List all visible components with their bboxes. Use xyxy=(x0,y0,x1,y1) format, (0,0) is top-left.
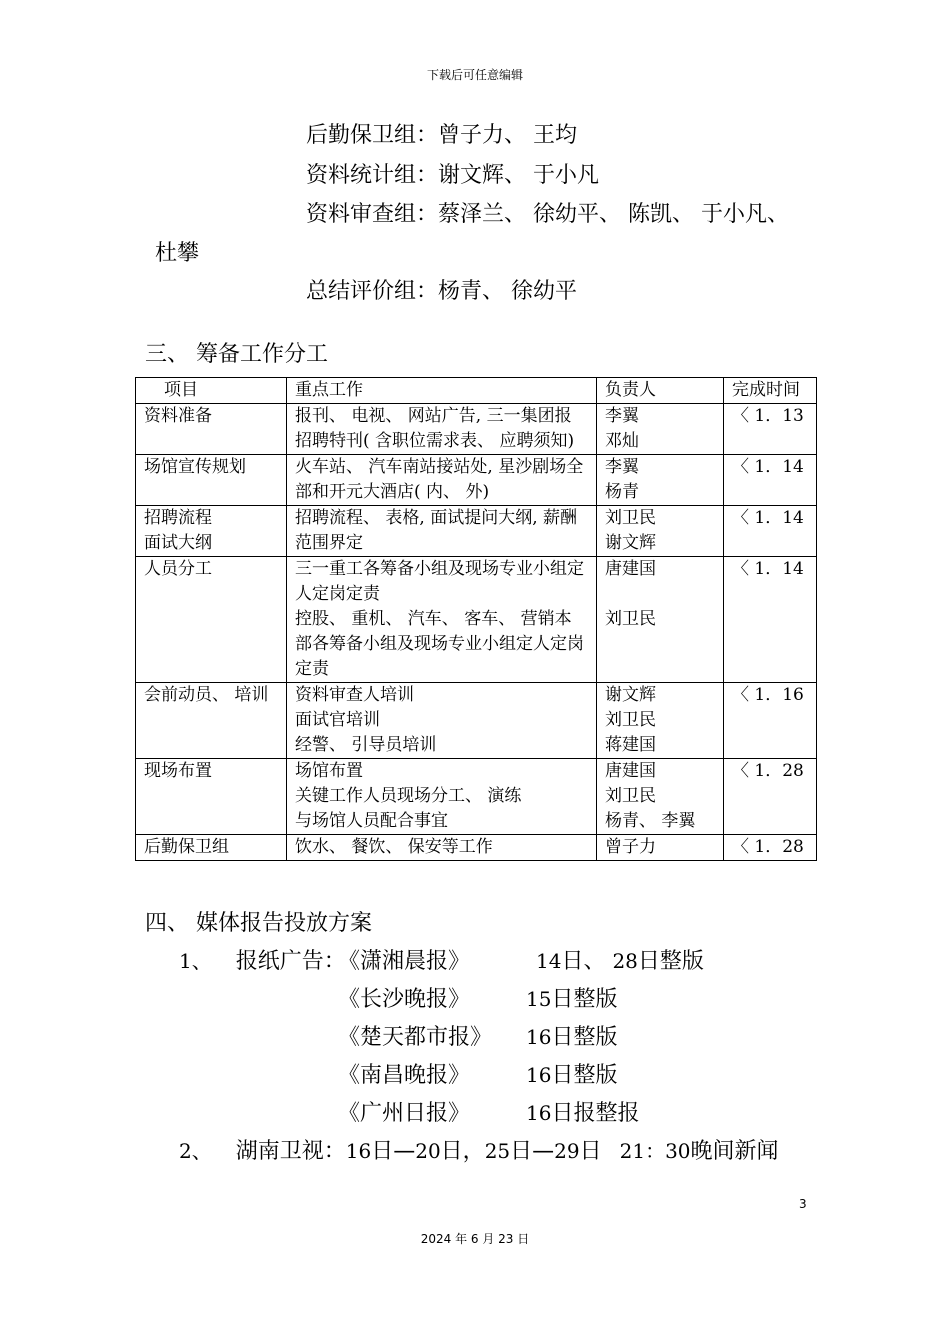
table-row xyxy=(136,835,817,861)
cell-item xyxy=(136,835,287,861)
paper-schedule: 15日整版 xyxy=(526,987,618,1012)
owner-spacer xyxy=(605,582,715,607)
page-header: 下载后可任意编辑 xyxy=(426,68,523,82)
cell-deadline: 〈 1．28 xyxy=(724,759,817,835)
cell-deadline: 〈 1．14 xyxy=(724,506,817,557)
table-row xyxy=(136,455,817,506)
item-text: 后勤保卫组 xyxy=(144,837,229,857)
cell-owner xyxy=(597,683,724,759)
group-label: 资料统计组： xyxy=(306,163,439,188)
owner-text: 刘卫民 xyxy=(605,786,656,806)
item-text: 场馆宣传规划 xyxy=(144,457,246,477)
cell-work xyxy=(287,455,597,506)
group-members: 杨青、 徐幼平 xyxy=(438,279,578,304)
cell-item xyxy=(136,506,287,557)
group-line-statistics xyxy=(306,158,599,189)
cell-work xyxy=(287,835,597,861)
list-number: 2、 xyxy=(179,1139,212,1163)
work-text: 资料审查人培训 xyxy=(295,685,414,705)
media-item-1-heading xyxy=(179,944,346,975)
cell-item xyxy=(136,683,287,759)
group-line-logistics xyxy=(306,118,577,149)
paper-schedule: 16日整版 xyxy=(526,1025,618,1050)
paper-name: 《楚天都市报》 xyxy=(338,1025,493,1050)
group-label: 后勤保卫组： xyxy=(306,123,439,148)
cell-deadline: 〈 1．14 xyxy=(724,557,817,683)
cell-work xyxy=(287,759,597,835)
work-text: 场馆布置 xyxy=(295,761,363,781)
cell-owner xyxy=(597,835,724,861)
item-text: 招聘流程 xyxy=(144,508,212,528)
item-text: 现场布置 xyxy=(144,761,212,781)
work-division-table xyxy=(135,377,817,861)
owner-text: 李翼 xyxy=(605,406,639,426)
media-label: 报纸广告： xyxy=(235,949,346,974)
owner-text: 蒋建国 xyxy=(605,735,656,755)
cell-work xyxy=(287,404,597,455)
paper-name: 《长沙晚报》 xyxy=(338,987,471,1012)
owner-text: 刘卫民 xyxy=(605,609,656,629)
group-line-review xyxy=(306,197,789,228)
work-text: 与场馆人员配合事宜 xyxy=(295,811,448,831)
owner-text: 谢文辉 xyxy=(605,533,656,553)
owner-text: 邓灿 xyxy=(605,431,639,451)
section-3-title: 三、 筹备工作分工 xyxy=(145,342,328,367)
owner-text: 李翼 xyxy=(605,457,639,477)
column-header-owner: 负责人 xyxy=(597,378,724,404)
group-members: 蔡泽兰、 徐幼平、 陈凯、 于小凡、 xyxy=(438,202,789,227)
cell-work xyxy=(287,506,597,557)
work-text: 面试官培训 xyxy=(295,710,380,730)
work-text: 报刊、 电视、 网站广告, 三一集团报招聘特刊( 含职位需求表、 应聘须知) xyxy=(295,406,575,451)
table-row xyxy=(136,683,817,759)
paper-schedule: 14日、 28日整版 xyxy=(536,949,704,974)
cell-item xyxy=(136,404,287,455)
item-text: 资料准备 xyxy=(144,406,212,426)
cell-owner xyxy=(597,404,724,455)
column-header-deadline: 完成时间 xyxy=(724,378,817,404)
owner-text: 杨青 xyxy=(605,482,639,502)
column-header-work: 重点工作 xyxy=(287,378,597,404)
cell-owner xyxy=(597,759,724,835)
cell-item xyxy=(136,759,287,835)
table-row xyxy=(136,506,817,557)
cell-item xyxy=(136,557,287,683)
cell-owner xyxy=(597,455,724,506)
cell-deadline: 〈 1．28 xyxy=(724,835,817,861)
cell-deadline: 〈 1．13 xyxy=(724,404,817,455)
paper-name: 《南昌晚报》 xyxy=(338,1063,471,1088)
cell-deadline: 〈 1．16 xyxy=(724,683,817,759)
owner-text: 刘卫民 xyxy=(605,710,656,730)
owner-text: 唐建国 xyxy=(605,559,656,579)
item-text: 人员分工 xyxy=(144,559,212,579)
table-row xyxy=(136,557,817,683)
work-text: 关键工作人员现场分工、 演练 xyxy=(295,786,522,806)
work-text: 三一重工各筹备小组及现场专业小组定人定岗定责 xyxy=(295,559,584,604)
group-line-review-continued: 杜攀 xyxy=(155,241,200,266)
table-header-row xyxy=(136,378,817,404)
page-footer-date: 2024 年 6 月 23 日 xyxy=(420,1232,530,1246)
group-line-evaluation xyxy=(306,274,577,305)
item-text: 面试大纲 xyxy=(144,533,212,553)
group-members: 谢文辉、 于小凡 xyxy=(438,163,600,188)
owner-text: 刘卫民 xyxy=(605,508,656,528)
cell-deadline: 〈 1．14 xyxy=(724,455,817,506)
page-number: 3 xyxy=(799,1197,807,1211)
cell-work xyxy=(287,683,597,759)
table-row xyxy=(136,404,817,455)
work-text: 经警、 引导员培训 xyxy=(295,735,437,755)
work-text: 招聘流程、 表格, 面试提问大纲, 薪酬范围界定 xyxy=(295,508,578,553)
work-text: 火车站、 汽车南站接站处, 星沙剧场全部和开元大酒店( 内、 外) xyxy=(295,457,584,502)
owner-text: 曾子力 xyxy=(605,837,656,857)
owner-text: 唐建国 xyxy=(605,761,656,781)
section-4-title: 四、 媒体报告投放方案 xyxy=(145,911,372,936)
media-label: 湖南卫视： xyxy=(235,1139,346,1164)
cell-owner xyxy=(597,557,724,683)
cell-item xyxy=(136,455,287,506)
paper-schedule: 16日报整报 xyxy=(526,1101,640,1126)
work-text: 饮水、 餐饮、 保安等工作 xyxy=(295,837,493,857)
cell-owner xyxy=(597,506,724,557)
paper-schedule: 16日整版 xyxy=(526,1063,618,1088)
item-text: 会前动员、 培训 xyxy=(144,685,269,705)
cell-work xyxy=(287,557,597,683)
group-label: 资料审查组： xyxy=(306,202,439,227)
group-label: 总结评价组： xyxy=(306,279,439,304)
group-members: 曾子力、 王均 xyxy=(438,123,578,148)
list-number: 1、 xyxy=(179,949,212,973)
owner-text: 杨青、 李翼 xyxy=(605,811,696,831)
column-header-item: 项目 xyxy=(136,378,287,404)
media-item-2: 2、 湖南卫视：16日—20日，25日—29日 21：30晚间新闻 xyxy=(179,1139,779,1164)
table-row xyxy=(136,759,817,835)
work-text: 控股、 重机、 汽车、 客车、 营销本部各筹备小组及现场专业小组定人定岗定责 xyxy=(295,609,584,679)
owner-text: 谢文辉 xyxy=(605,685,656,705)
paper-name: 《广州日报》 xyxy=(338,1101,471,1126)
paper-name: 《潇湘晨报》 xyxy=(338,949,471,974)
